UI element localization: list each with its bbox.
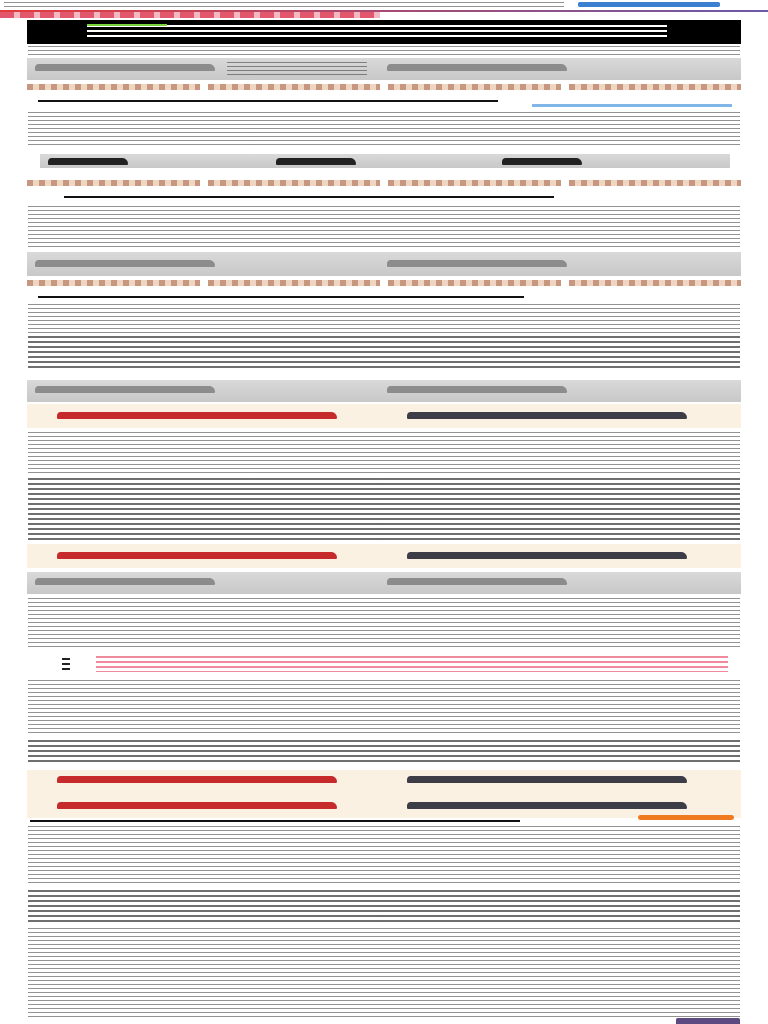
related-thumbs[interactable]: [27, 84, 741, 90]
car-image: [35, 578, 215, 585]
related-thumbs[interactable]: [27, 180, 741, 186]
section-divider: [38, 100, 498, 102]
section-divider: [64, 196, 554, 198]
intro-paragraph: [28, 46, 740, 56]
list-bullet: [62, 658, 70, 672]
article-paragraph: [28, 740, 740, 764]
car-image: [502, 158, 582, 165]
car-image: [387, 64, 567, 71]
hero-accent: [87, 24, 167, 26]
car-ad-banner[interactable]: [27, 572, 741, 594]
grey-car-image: [407, 802, 687, 809]
car-promo-banner[interactable]: [27, 770, 741, 818]
red-car-image: [57, 552, 337, 559]
car-image: [35, 386, 215, 393]
article-paragraph: [28, 304, 740, 334]
thumbnail[interactable]: [208, 180, 381, 186]
car-image: [387, 260, 567, 267]
article-paragraph: [28, 890, 740, 924]
car-promo-banner[interactable]: [27, 404, 741, 428]
car-image: [35, 260, 215, 267]
cta-button[interactable]: [638, 815, 734, 820]
section-divider: [38, 296, 524, 298]
thumbnail[interactable]: [27, 180, 200, 186]
car-ad-banner[interactable]: [27, 58, 741, 80]
article-paragraph: [28, 478, 740, 540]
grey-car-image: [407, 776, 687, 783]
car-ad-banner[interactable]: [40, 154, 730, 168]
thumbnail[interactable]: [27, 84, 200, 90]
site-title[interactable]: [4, 2, 564, 8]
thumbnail[interactable]: [27, 280, 200, 286]
grey-car-image: [407, 412, 687, 419]
car-image: [387, 386, 567, 393]
thumbnail[interactable]: [388, 180, 561, 186]
red-car-image: [57, 776, 337, 783]
thumbnail[interactable]: [388, 84, 561, 90]
thumbnail[interactable]: [569, 280, 742, 286]
article-paragraph: [28, 826, 740, 886]
red-car-image: [57, 412, 337, 419]
related-thumbs[interactable]: [27, 280, 741, 286]
car-image: [276, 158, 356, 165]
thumbnail[interactable]: [388, 280, 561, 286]
car-ad-banner[interactable]: [27, 252, 741, 276]
related-links[interactable]: [96, 656, 728, 672]
meta-link[interactable]: [532, 104, 732, 107]
red-car-image: [57, 802, 337, 809]
car-ad-banner[interactable]: [27, 380, 741, 402]
article-paragraph: [28, 112, 740, 148]
car-image: [35, 64, 215, 71]
top-bar: [0, 0, 768, 14]
article-paragraph: [28, 598, 740, 650]
article-paragraph: [28, 680, 740, 736]
hero-title: [87, 25, 667, 39]
article-paragraph: [28, 336, 740, 370]
thumbnail[interactable]: [208, 280, 381, 286]
car-image: [48, 158, 128, 165]
thumbnail[interactable]: [569, 180, 742, 186]
thumbnail[interactable]: [569, 84, 742, 90]
ad-label: [227, 62, 367, 76]
grey-car-image: [407, 552, 687, 559]
article-paragraph: [28, 206, 740, 248]
car-image: [387, 578, 567, 585]
header-button[interactable]: [578, 2, 720, 7]
car-promo-banner[interactable]: [27, 544, 741, 568]
section-divider: [30, 820, 520, 822]
thumbnail[interactable]: [208, 84, 381, 90]
scroll-top-button[interactable]: [676, 1018, 740, 1024]
article-paragraph: [28, 432, 740, 476]
top-logo[interactable]: [0, 12, 380, 18]
hero-banner[interactable]: [27, 20, 741, 44]
article-paragraph: [28, 928, 740, 1018]
